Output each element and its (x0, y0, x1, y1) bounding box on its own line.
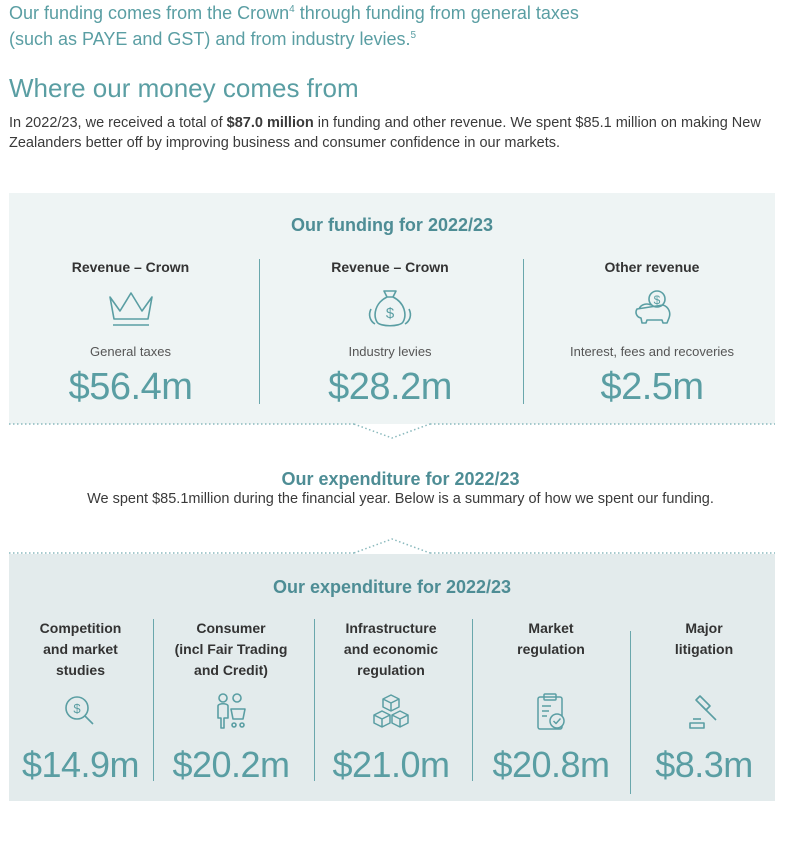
funding-title: Our funding for 2022/23 (290, 215, 494, 235)
funding-item (529, 193, 775, 424)
money-bag-icon (365, 287, 415, 331)
funding-amount: $56.4m (68, 366, 193, 408)
expenditure-item (156, 554, 306, 801)
divider (472, 619, 473, 781)
funding-label: Revenue – Crown (331, 259, 449, 275)
piggy-bank-icon (627, 287, 677, 331)
intro-line-2: (such as PAYE and GST) and from industry levies.$^5$ (9, 29, 417, 49)
funding-item (9, 193, 252, 424)
expenditure-subheading: We spent $85.1million during the financial year. Below is a summary of how we spent our funding. (87, 491, 714, 507)
svg-text:$: $ (385, 305, 395, 322)
divider (314, 619, 315, 781)
expenditure-item (9, 554, 152, 801)
down-chevron-divider (9, 416, 775, 440)
crown-icon (106, 287, 156, 331)
svg-text:$: $ (653, 293, 661, 307)
funding-item (265, 193, 515, 424)
expenditure-amount: $21.0m (332, 744, 450, 785)
shopping-people-icon (209, 692, 253, 732)
section-paragraph: In 2022/23, we received a total of $87.0 million in funding and other revenue. We spent $85.1 million on making New Zealanders better off by improving business and consumer confidence in our markets. (9, 115, 761, 151)
funding-sub: Industry levies (348, 344, 432, 359)
funding-sub: General taxes (90, 344, 171, 359)
expenditure-label: Consumer (incl Fair Trading and Credit) (174, 620, 288, 678)
expenditure-label: Major litigation (674, 620, 734, 657)
intro-line-1: Our funding comes from the Crown$^4$ through funding from general taxes (9, 3, 579, 23)
expenditure-item (317, 554, 465, 801)
expenditure-amount: $20.2m (172, 744, 290, 785)
expenditure-amount: $8.3m (655, 744, 753, 785)
expenditure-amount: $14.9m (21, 744, 140, 785)
svg-text:$: $ (72, 701, 81, 716)
expenditure-label: Competition and market studies (39, 620, 122, 678)
divider (153, 619, 154, 781)
funding-panel (9, 193, 775, 424)
divider (630, 631, 631, 794)
section-title: Where our money comes from (9, 73, 359, 103)
expenditure-label: Market regulation (517, 620, 585, 657)
divider (259, 259, 260, 404)
clipboard-check-icon (529, 692, 573, 732)
funding-label: Revenue – Crown (71, 259, 190, 275)
funding-sub: Interest, fees and recoveries (569, 344, 735, 359)
blocks-icon (369, 692, 413, 732)
expenditure-item (633, 554, 775, 801)
funding-amount: $2.5m (600, 366, 704, 408)
funding-amount: $28.2m (328, 366, 452, 408)
gavel-icon (682, 692, 726, 732)
magnifier-dollar-icon (59, 692, 103, 732)
expenditure-item (475, 554, 627, 801)
intro-text (9, 0, 789, 52)
expenditure-panel (9, 554, 775, 801)
funding-label: Other revenue (604, 259, 700, 275)
expenditure-amount: $20.8m (492, 744, 610, 785)
expenditure-label: Infrastructure and economic regulation (343, 620, 439, 678)
expenditure-heading: Our expenditure for 2022/23 (281, 469, 520, 489)
expenditure-panel-title: Our expenditure for 2022/23 (272, 577, 512, 597)
divider (523, 259, 524, 404)
